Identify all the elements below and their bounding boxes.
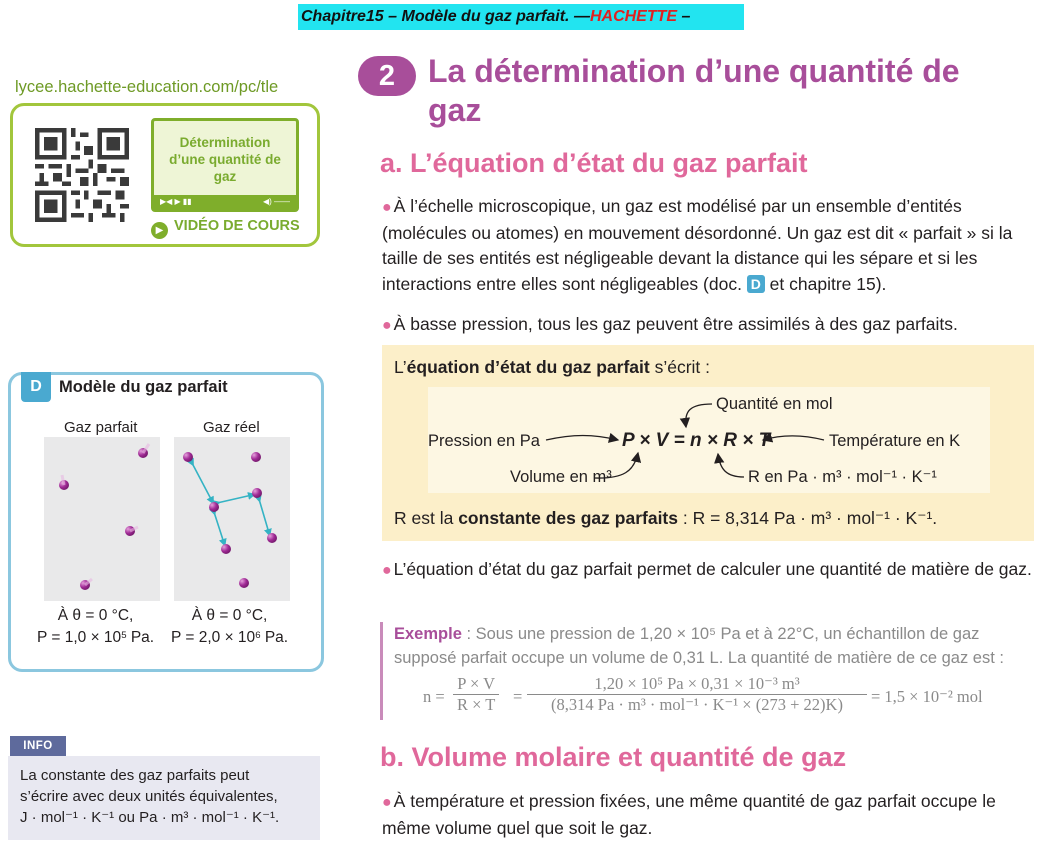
fraction-numeric: 1,20 × 10⁵ Pa × 0,31 × 10⁻³ m³ (8,314 Pa · m³ · mol⁻¹ · K⁻¹ × (273 + 22)K) bbox=[527, 674, 867, 715]
label-r-unit: R en Pa · m³ · mol⁻¹ · K⁻¹ bbox=[748, 468, 937, 486]
video-title: Détermination d’une quantité de gaz bbox=[169, 135, 281, 184]
subsection-b-title: b. Volume molaire et quantité de gaz bbox=[380, 742, 847, 772]
arrow-quantite bbox=[686, 404, 712, 427]
paragraph-4: ● À température et pression fixées, une même quantité de gaz parfait occupe le même volume quel que soit le gaz. bbox=[382, 791, 996, 838]
equation-intro: L’équation d’état du gaz parfait s’écrit : bbox=[394, 357, 711, 377]
video-course-link[interactable] bbox=[151, 218, 300, 239]
fraction-pv-rt: $\frac{P \times V}{R \times T}$ bbox=[453, 674, 499, 715]
banner-suffix: – bbox=[677, 8, 691, 25]
example-calculation bbox=[423, 674, 1023, 718]
paragraph-2: ● À basse pression, tous les gaz peuvent être assimilés à des gaz parfaits. bbox=[382, 314, 958, 334]
video-cta-label: VIDÉO DE COURS bbox=[174, 218, 300, 234]
section-number-badge: 2 bbox=[358, 56, 416, 96]
ideal-cond-pressure: $P = 1,0 \times 10^5$ Pa. bbox=[37, 629, 155, 646]
molecule bbox=[221, 544, 231, 554]
calc-n: n = bbox=[423, 687, 445, 706]
example-text: Exemple : Sous une pression de 1,20 × 10⁵ Pa et à 22°C, un échantillon de gaz supposé parfait occupe un volume de 0,31 L. La quantité de matière de ce gaz est : bbox=[394, 625, 1004, 667]
example-block bbox=[380, 622, 1036, 720]
real-cond-pressure: $P = 2,0 \times 10^6$ Pa. bbox=[171, 629, 289, 646]
doc-title: Modèle du gaz parfait bbox=[59, 378, 228, 396]
info-tag: INFO bbox=[10, 736, 66, 756]
molecule bbox=[183, 452, 193, 462]
ideal-gas-illustration bbox=[44, 437, 160, 601]
doc-d-reference[interactable]: D bbox=[747, 275, 765, 293]
qr-code-icon bbox=[35, 128, 129, 222]
molecule bbox=[252, 488, 262, 498]
info-box bbox=[8, 736, 320, 840]
chapter-banner bbox=[298, 4, 744, 30]
document-d bbox=[8, 372, 324, 672]
bullet-icon: ● bbox=[382, 794, 392, 811]
molecule bbox=[209, 502, 219, 512]
banner-prefix: Chapitre15 – Modèle du gaz parfait. — bbox=[301, 8, 590, 25]
molecule bbox=[267, 533, 277, 543]
ideal-gas-conditions bbox=[37, 605, 154, 649]
example-label: Exemple bbox=[394, 625, 462, 643]
paragraph-3: ● L’équation d’état du gaz parfait permet de calculer une quantité de matière de gaz. bbox=[382, 559, 1032, 579]
section-title: La détermination d’une quantité de gaz bbox=[428, 53, 960, 128]
equation-box bbox=[382, 345, 1034, 541]
molecule bbox=[239, 578, 249, 588]
banner-publisher: HACHETTE bbox=[589, 8, 678, 25]
label-quantite: Quantité en mol bbox=[716, 395, 833, 413]
resource-url[interactable]: lycee.hachette-education.com/pc/tle bbox=[15, 78, 279, 96]
label-pression: Pression en Pa bbox=[428, 432, 540, 450]
gas-constant-statement: R est la constante des gaz parfaits : R = 8,314 Pa · m³ · mol⁻¹ · K⁻¹. bbox=[394, 508, 938, 528]
ideal-cond-temp: À θ = 0 °C, bbox=[57, 607, 134, 624]
formula: P × V = n × R × T bbox=[622, 430, 771, 451]
doc-letter: D bbox=[21, 372, 51, 402]
calc-equals: = bbox=[513, 687, 523, 706]
label-volume: Volume en m³ bbox=[510, 468, 612, 486]
equation-diagram bbox=[428, 387, 990, 493]
volume-icon[interactable]: ◀) —— bbox=[262, 197, 290, 206]
molecule bbox=[251, 452, 261, 462]
arrow-pression bbox=[546, 436, 618, 441]
bullet-icon: ● bbox=[382, 199, 392, 216]
ideal-gas-label: Gaz parfait bbox=[64, 419, 138, 436]
real-gas-illustration bbox=[174, 437, 290, 601]
arrow-temperature bbox=[763, 436, 824, 440]
playback-controls-icon[interactable]: ▶◀ ▶ ▮▮ bbox=[160, 197, 192, 206]
video-controls[interactable] bbox=[154, 195, 296, 209]
real-gas-label: Gaz réel bbox=[203, 419, 260, 436]
arrow-r-unit bbox=[718, 454, 744, 477]
label-temperature: Température en K bbox=[829, 432, 961, 450]
bullet-icon: ● bbox=[382, 562, 392, 579]
video-thumbnail[interactable] bbox=[151, 118, 299, 212]
play-icon: ▶ bbox=[151, 222, 168, 239]
real-gas-conditions bbox=[171, 605, 288, 649]
paragraph-1: ● À l’échelle microscopique, un gaz est modélisé par un ensemble d’entités (molécules ou atomes) en mouvement désordonné. Un gaz est dit « parfait » si la taille de ses entités est négligeable devant la distance qui les sépare et si les interactions entre elles sont négligeables (doc. D et chapitre 15). bbox=[382, 196, 1013, 294]
bullet-icon: ● bbox=[382, 317, 392, 334]
calc-result: = 1,5 × 10⁻² mol bbox=[871, 687, 983, 706]
subsection-a-title: a. L’équation d’état du gaz parfait bbox=[380, 148, 808, 178]
real-cond-temp: À θ = 0 °C, bbox=[191, 607, 268, 624]
info-text: La constante des gaz parfaits peut s’écrire avec deux unités équivalentes, J · mol⁻¹ · K⁻¹ ou Pa · m³ · mol⁻¹ · K⁻¹. bbox=[8, 756, 320, 840]
video-card[interactable] bbox=[10, 103, 320, 247]
